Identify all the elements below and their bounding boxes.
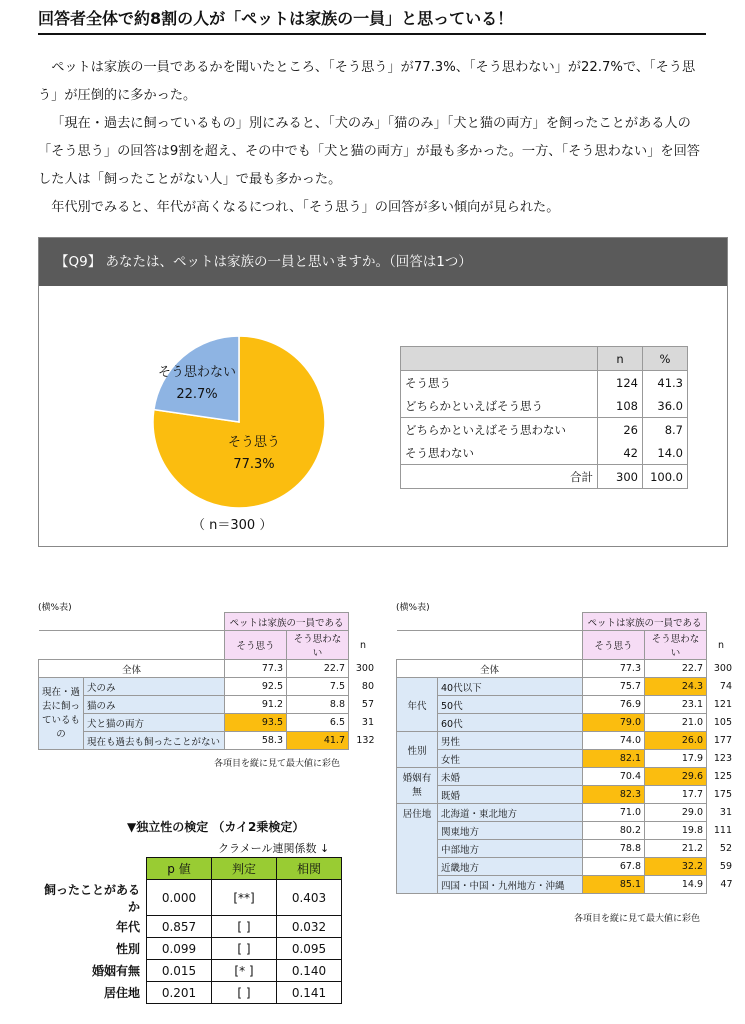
paragraph: 「現在・過去に飼っているもの」別にみると、「犬のみ」「猫のみ」「犬と猫の両方」を飼ったことがある人の「そう思う」の回答は9割を超え、その中でも「犬と猫の両方」が最も多かった。一方、「そう思わない」を回答した人は「飼ったことがない人」で最も多かった。 bbox=[38, 116, 700, 187]
table-row bbox=[397, 750, 736, 768]
cell-corr: 0.403 bbox=[277, 880, 342, 916]
table-row bbox=[39, 660, 378, 678]
cross-table-pet bbox=[38, 612, 378, 750]
table-caption: (横%表) bbox=[38, 603, 72, 613]
cell-no: 23.1 bbox=[645, 696, 707, 714]
table-row bbox=[397, 876, 736, 894]
chi-title: ▼独立性の検定 （カイ2乗検定） bbox=[127, 820, 305, 834]
table-row bbox=[401, 441, 688, 465]
table-row bbox=[397, 660, 736, 678]
cell-n: 132 bbox=[356, 735, 375, 746]
cell-no: 21.0 bbox=[645, 714, 707, 732]
blank-cell bbox=[39, 613, 225, 631]
table-header bbox=[401, 347, 688, 371]
cell-n: 111 bbox=[713, 825, 732, 836]
table-header bbox=[397, 631, 736, 660]
cell-n: 300 bbox=[355, 663, 374, 674]
row-label: 飼ったことがあるか bbox=[43, 882, 140, 914]
row-label: どちらかといえばそう思う bbox=[405, 398, 543, 413]
cell-n: 52 bbox=[719, 843, 732, 854]
cell-n: 300 bbox=[598, 465, 643, 489]
cell-no: 7.5 bbox=[287, 678, 349, 696]
table-row bbox=[39, 714, 378, 732]
table-row bbox=[30, 916, 342, 938]
cell-pct: 100.0 bbox=[643, 465, 688, 489]
cell-no: 14.9 bbox=[645, 876, 707, 894]
table-header bbox=[39, 631, 378, 660]
row-label: 近畿地方 bbox=[438, 858, 583, 876]
row-label: 北海道・東北地方 bbox=[438, 804, 583, 822]
cell-judge: [ ] bbox=[212, 916, 277, 938]
cell-no: 17.9 bbox=[645, 750, 707, 768]
table-row bbox=[397, 786, 736, 804]
group-header: ペットは家族の一員である bbox=[225, 613, 349, 631]
group-label: 居住地 bbox=[397, 804, 438, 894]
page-title: 回答者全体で約8割の人が「ペットは家族の一員」と思っている！ bbox=[38, 6, 706, 35]
question-panel bbox=[38, 237, 728, 547]
col-header: そう思わない bbox=[287, 631, 349, 660]
cell-yes-max: 85.1 bbox=[583, 876, 645, 894]
table-row bbox=[397, 804, 736, 822]
group-label: 婚姻有無 bbox=[397, 768, 438, 804]
row-label: 関東地方 bbox=[438, 822, 583, 840]
cell-n: 125 bbox=[713, 771, 732, 782]
table-header bbox=[397, 613, 736, 631]
row-label: 居住地 bbox=[103, 986, 140, 1000]
row-label: 未婚 bbox=[438, 768, 583, 786]
paragraph: ペットは家族の一員であるかを聞いたところ、「そう思う」が77.3%、「そう思わない」が22.7%で、「そう思う」が圧倒的に多かった。 bbox=[38, 60, 696, 103]
col-header: そう思う bbox=[583, 631, 645, 660]
cell-yes: 76.9 bbox=[583, 696, 645, 714]
table-row bbox=[401, 371, 688, 395]
table-row bbox=[397, 678, 736, 696]
cell-yes-max: 93.5 bbox=[225, 714, 287, 732]
table-row bbox=[401, 418, 688, 442]
cell-pct: 41.3 bbox=[643, 371, 688, 395]
cell-n: 31 bbox=[719, 807, 732, 818]
cell-no: 22.7 bbox=[645, 660, 707, 678]
cell-yes: 74.0 bbox=[583, 732, 645, 750]
table-row bbox=[397, 714, 736, 732]
cell-no-max: 24.3 bbox=[645, 678, 707, 696]
cell-n: 59 bbox=[719, 861, 732, 872]
cell-p: 0.857 bbox=[147, 916, 212, 938]
cell-p: 0.201 bbox=[147, 982, 212, 1004]
cell-p: 0.000 bbox=[147, 880, 212, 916]
pie-label-no bbox=[141, 362, 253, 406]
table-row bbox=[39, 732, 378, 750]
group-label: 年代 bbox=[397, 678, 438, 732]
cell-n: 105 bbox=[713, 717, 732, 728]
cell-p: 0.099 bbox=[147, 938, 212, 960]
row-label: 既婚 bbox=[438, 786, 583, 804]
cell-p: 0.015 bbox=[147, 960, 212, 982]
cell-n: 108 bbox=[598, 394, 643, 418]
cell-pct: 14.0 bbox=[643, 441, 688, 465]
cell-yes: 58.3 bbox=[225, 732, 287, 750]
row-label: 40代以下 bbox=[438, 678, 583, 696]
row-label: 全体 bbox=[39, 660, 225, 678]
table-row bbox=[30, 982, 342, 1004]
cell-yes: 77.3 bbox=[225, 660, 287, 678]
row-label: 60代 bbox=[438, 714, 583, 732]
cell-corr: 0.095 bbox=[277, 938, 342, 960]
cell-yes: 78.8 bbox=[583, 840, 645, 858]
cell-n: 57 bbox=[361, 699, 374, 710]
cell-pct: 36.0 bbox=[643, 394, 688, 418]
pie-label-yes bbox=[209, 432, 299, 476]
cell-n: 123 bbox=[713, 753, 732, 764]
body-text bbox=[38, 54, 706, 222]
row-label: 性別 bbox=[115, 942, 140, 956]
blank-cell bbox=[39, 631, 225, 660]
cell-yes: 91.2 bbox=[225, 696, 287, 714]
cell-n: 177 bbox=[713, 735, 732, 746]
table-row bbox=[401, 394, 688, 418]
table-caption: (横%表) bbox=[396, 603, 430, 613]
table-row bbox=[30, 938, 342, 960]
col-header: 相関 bbox=[277, 858, 342, 880]
col-header: 判定 bbox=[212, 858, 277, 880]
cell-no-max: 32.2 bbox=[645, 858, 707, 876]
cell-no: 8.8 bbox=[287, 696, 349, 714]
blank-cell bbox=[397, 613, 583, 631]
cell-yes: 67.8 bbox=[583, 858, 645, 876]
group-label: 現在・過去に飼っているもの bbox=[39, 678, 84, 750]
cross-table-demographics bbox=[396, 612, 736, 894]
table-header bbox=[30, 858, 342, 880]
cell-n: 121 bbox=[713, 699, 732, 710]
col-header: p 値 bbox=[147, 858, 212, 880]
cell-judge: [* ] bbox=[212, 960, 277, 982]
cell-yes: 71.0 bbox=[583, 804, 645, 822]
cell-corr: 0.140 bbox=[277, 960, 342, 982]
cell-yes-max: 82.1 bbox=[583, 750, 645, 768]
cell-no-max: 26.0 bbox=[645, 732, 707, 750]
row-label: 合計 bbox=[401, 465, 598, 489]
row-label: 女性 bbox=[438, 750, 583, 768]
col-header: n bbox=[359, 639, 367, 651]
col-header: そう思わない bbox=[645, 631, 707, 660]
table-row bbox=[39, 678, 378, 696]
cell-n: 80 bbox=[361, 681, 374, 692]
blank-cell bbox=[349, 613, 378, 631]
blank-cell bbox=[397, 631, 583, 660]
cell-yes: 77.3 bbox=[583, 660, 645, 678]
cell-pct: 8.7 bbox=[643, 418, 688, 442]
row-label: 50代 bbox=[438, 696, 583, 714]
cell-n: 74 bbox=[719, 681, 732, 692]
group-label: 性別 bbox=[397, 732, 438, 768]
pie-label-value: 77.3% bbox=[233, 457, 275, 472]
row-label: 婚姻有無 bbox=[91, 964, 140, 978]
header-cell: n bbox=[598, 347, 643, 371]
table-note: 各項目を縦に見て最大値に彩色 bbox=[214, 759, 341, 769]
cell-n: 175 bbox=[713, 789, 732, 800]
cell-judge: [ ] bbox=[212, 982, 277, 1004]
cell-no: 29.0 bbox=[645, 804, 707, 822]
row-label: 犬のみ bbox=[84, 678, 225, 696]
header-cell: % bbox=[643, 347, 688, 371]
cell-n: 26 bbox=[598, 418, 643, 442]
col-header: そう思う bbox=[225, 631, 287, 660]
cell-judge: [ ] bbox=[212, 938, 277, 960]
cell-yes-max: 82.3 bbox=[583, 786, 645, 804]
group-header: ペットは家族の一員である bbox=[583, 613, 707, 631]
cell-no: 21.2 bbox=[645, 840, 707, 858]
cell-no-max: 41.7 bbox=[287, 732, 349, 750]
cell-yes: 92.5 bbox=[225, 678, 287, 696]
pie-label-text: そう思わない bbox=[157, 365, 236, 380]
table-row bbox=[397, 858, 736, 876]
cell-n: 47 bbox=[720, 879, 733, 890]
row-label: 猫のみ bbox=[84, 696, 225, 714]
cell-no: 19.8 bbox=[645, 822, 707, 840]
cell-corr: 0.141 bbox=[277, 982, 342, 1004]
blank-cell bbox=[707, 613, 736, 631]
row-label: 全体 bbox=[397, 660, 583, 678]
row-label: 犬と猫の両方 bbox=[84, 714, 225, 732]
cell-n: 300 bbox=[713, 663, 732, 674]
table-total-row bbox=[401, 465, 688, 489]
cell-yes: 70.4 bbox=[583, 768, 645, 786]
row-label: 年代 bbox=[115, 920, 140, 934]
table-row bbox=[39, 696, 378, 714]
pie-label-value: 22.7% bbox=[176, 387, 218, 402]
row-label: 四国・中国・九州地方・沖縄 bbox=[438, 876, 583, 894]
pie-svg bbox=[139, 332, 339, 512]
chi-square-table bbox=[30, 857, 342, 1004]
paragraph: 年代別でみると、年代が高くなるにつれ、「そう思う」の回答が多い傾向が見られた。 bbox=[51, 200, 560, 215]
cell-yes: 80.2 bbox=[583, 822, 645, 840]
chi-subtitle: クラメール連関係数 ↓ bbox=[218, 842, 330, 855]
cell-no: 22.7 bbox=[287, 660, 349, 678]
row-label: そう思う bbox=[401, 371, 598, 395]
cell-n: 31 bbox=[361, 717, 374, 728]
summary-table bbox=[400, 346, 688, 489]
pie-label-text: そう思う bbox=[227, 435, 280, 450]
cell-judge: [**] bbox=[212, 880, 277, 916]
table-row bbox=[397, 768, 736, 786]
row-label: どちらかといえばそう思わない bbox=[401, 418, 598, 442]
table-note: 各項目を縦に見て最大値に彩色 bbox=[574, 914, 701, 924]
row-label: そう思わない bbox=[405, 445, 474, 460]
pie-chart bbox=[139, 332, 339, 512]
cell-no-max: 29.6 bbox=[645, 768, 707, 786]
question-header: 【Q9】 あなたは、ペットは家族の一員と思いますか。（回答は1つ） bbox=[39, 238, 727, 286]
table-header bbox=[39, 613, 378, 631]
sample-size-note: （ n＝300 ） bbox=[192, 518, 273, 533]
cell-no: 6.5 bbox=[287, 714, 349, 732]
cell-no: 17.7 bbox=[645, 786, 707, 804]
row-label: 男性 bbox=[438, 732, 583, 750]
table-row bbox=[397, 696, 736, 714]
table-row bbox=[397, 840, 736, 858]
row-label: 中部地方 bbox=[438, 840, 583, 858]
cell-n: 42 bbox=[598, 441, 643, 465]
header-cell bbox=[401, 347, 598, 371]
blank-cell bbox=[30, 858, 147, 880]
cell-yes-max: 79.0 bbox=[583, 714, 645, 732]
row-label: 現在も過去も飼ったことがない bbox=[84, 732, 225, 750]
cell-n: 124 bbox=[598, 371, 643, 395]
table-row bbox=[30, 960, 342, 982]
table-row bbox=[30, 880, 342, 916]
cell-corr: 0.032 bbox=[277, 916, 342, 938]
cell-yes: 75.7 bbox=[583, 678, 645, 696]
table-row bbox=[397, 822, 736, 840]
col-header: n bbox=[717, 639, 725, 651]
table-row bbox=[397, 732, 736, 750]
